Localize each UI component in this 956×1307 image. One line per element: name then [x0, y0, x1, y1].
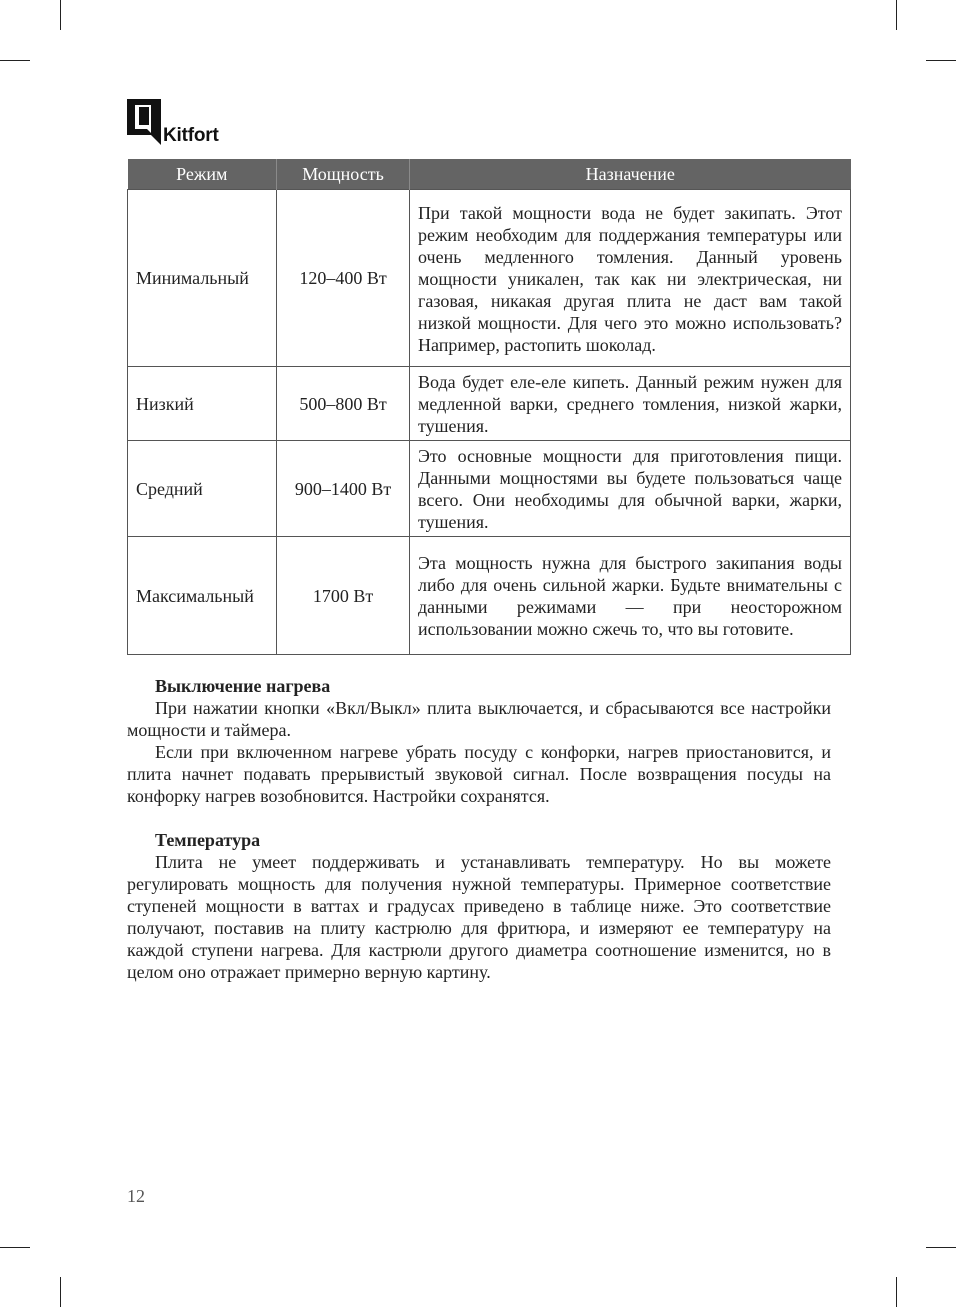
header-purpose: Назначение — [410, 159, 851, 190]
table-row — [128, 441, 851, 537]
paragraph: При нажатии кнопки «Вкл/Выкл» плита выключается, и сбрасываются все настройки мощности и таймера. — [127, 698, 831, 740]
page-number: 12 — [127, 1186, 145, 1206]
mode-cell: Низкий — [128, 367, 277, 441]
purpose-cell: При такой мощности вода не будет закипать. Этот режим необходим для поддержания температуры или очень медленного томления. Данный уровень мощности уникален, так как ни электрическая, ни газовая, никакая другая плита не даст вам такой низкой мощности. Для чего это можно использовать? Например, растопить шоколад. — [410, 190, 851, 367]
kitfort-logo-icon — [127, 99, 161, 145]
table-row — [128, 537, 851, 655]
power-cell: 1700 Вт — [277, 537, 410, 655]
header-mode: Режим — [128, 159, 277, 190]
section-temperature — [127, 829, 831, 983]
crop-mark — [60, 0, 61, 30]
paragraph: Плита не умеет поддерживать и устанавливать температуру. Но вы можете регулировать мощность для получения нужной температуры. Примерное соответствие ступеней мощности в ваттах и градусах приведено в таблице ниже. Это соответствие получают, поставив на плиту кастрюлю для фритюра, и измеряют ее температуру на каждой ступени нагрева. Для кастрюли другого диаметра соотношение изменится, но в целом оно отражает примерно верную картину. — [127, 852, 831, 982]
mode-cell: Максимальный — [128, 537, 277, 655]
section-heading: Температура — [155, 830, 261, 850]
paragraph: Если при включенном нагреве убрать посуду с конфорки, нагрев приостановится, и плита начнет подавать прерывистый звуковой сигнал. После возвращения посуды на конфорку нагрев возобновится. Настройки сохранятся. — [127, 742, 831, 806]
section-heading: Выключение нагрева — [155, 676, 331, 696]
table-row — [128, 367, 851, 441]
purpose-cell: Это основные мощности для приготовления пищи. Данными мощностями вы будете пользоваться чаще всего. Они необходимы для обычной варки, жарки, тушения. — [410, 441, 851, 537]
mode-cell: Средний — [128, 441, 277, 537]
crop-mark — [926, 60, 956, 61]
power-cell: 120–400 Вт — [277, 190, 410, 367]
purpose-cell: Эта мощность нужна для быстрого закипания воды либо для очень сильной жарки. Будьте внимательны с данными режимами — при неосторожном использовании можно сжечь то, что вы готовите. — [410, 537, 851, 655]
crop-mark — [0, 1247, 30, 1248]
table-header-row — [128, 159, 851, 190]
section-heating-off — [127, 675, 831, 807]
purpose-cell: Вода будет еле-еле кипеть. Данный режим нужен для медленной варки, среднего томления, низкой жарки, тушения. — [410, 367, 851, 441]
power-modes-table — [127, 159, 851, 655]
table-row — [128, 190, 851, 367]
brand-name: Kitfort — [163, 125, 219, 146]
crop-mark — [0, 60, 30, 61]
power-cell: 900–1400 Вт — [277, 441, 410, 537]
crop-mark — [926, 1247, 956, 1248]
brand-logo — [127, 99, 219, 145]
crop-mark — [896, 1277, 897, 1307]
mode-cell: Минимальный — [128, 190, 277, 367]
crop-mark — [60, 1277, 61, 1307]
header-power: Мощность — [277, 159, 410, 190]
crop-mark — [896, 0, 897, 30]
power-cell: 500–800 Вт — [277, 367, 410, 441]
